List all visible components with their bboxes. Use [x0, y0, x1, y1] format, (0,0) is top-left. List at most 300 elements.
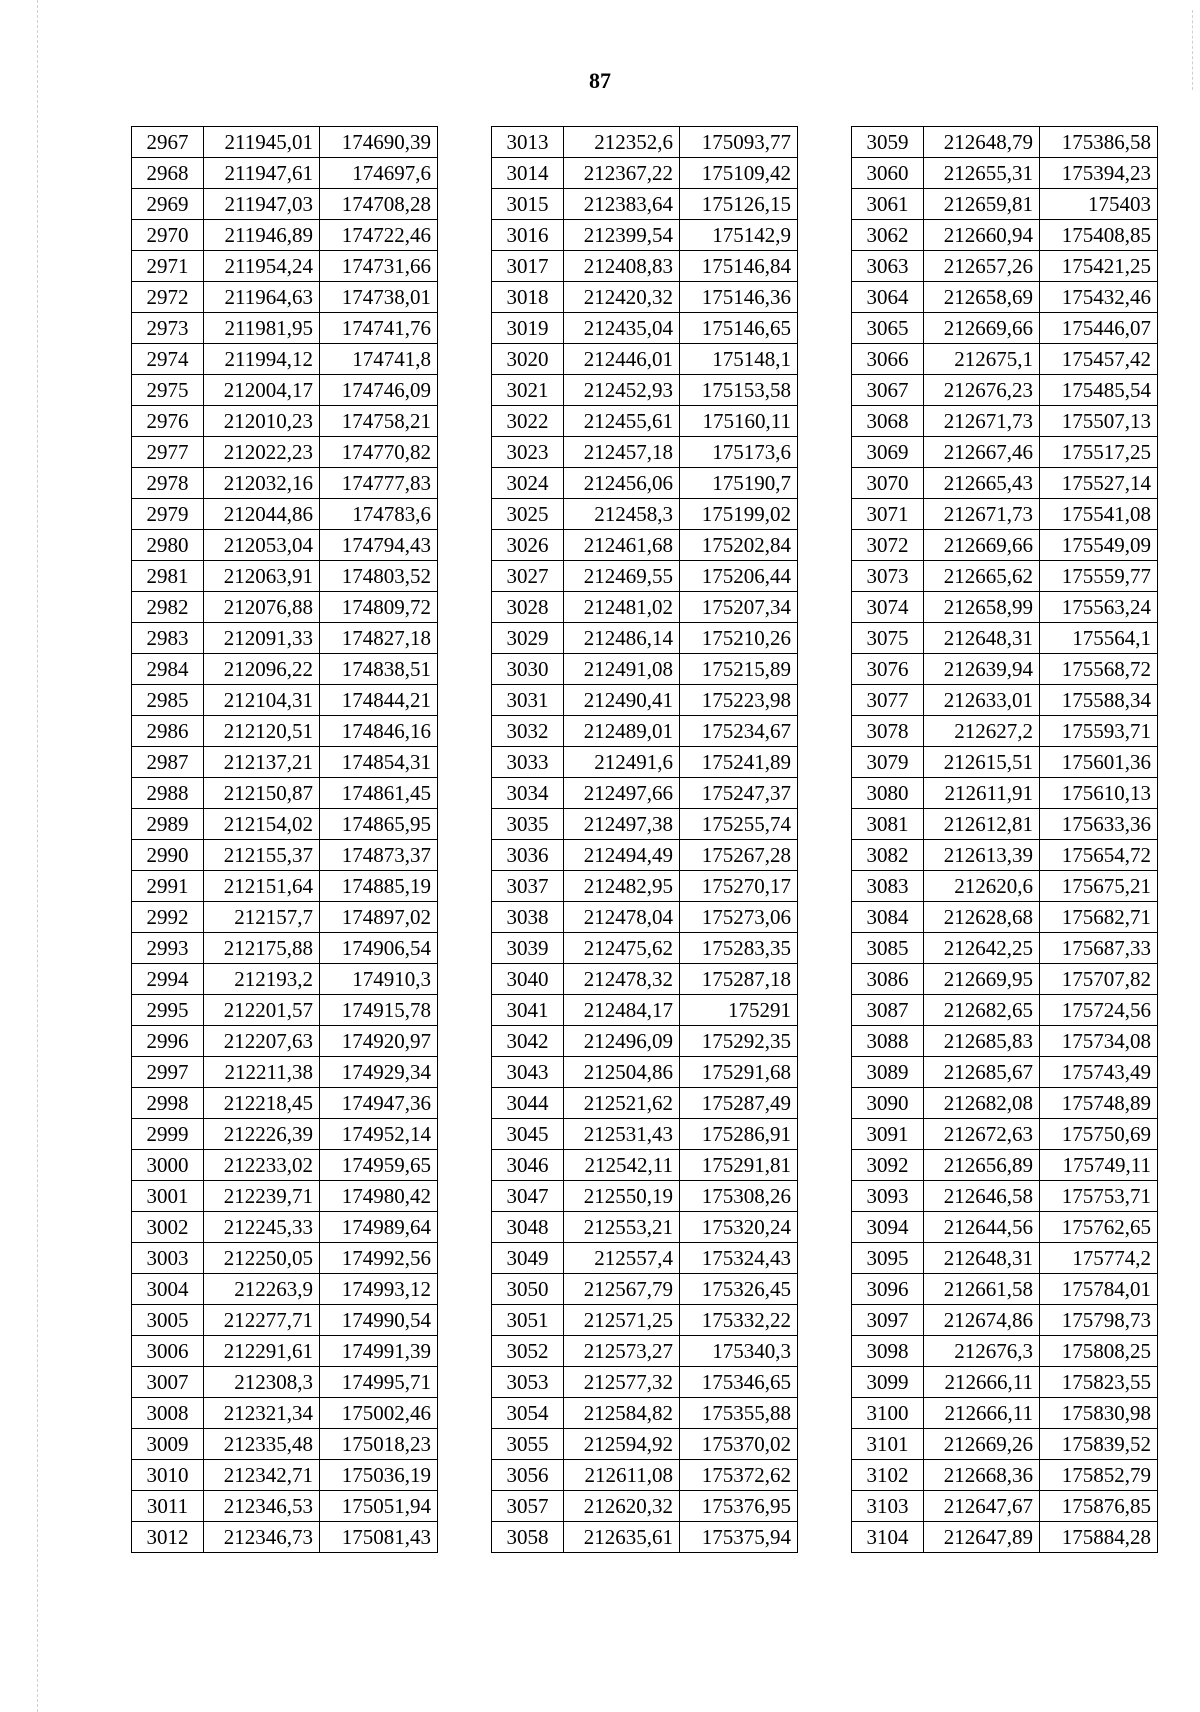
table-row — [492, 189, 798, 220]
x-coordinate-cell: 212346,73 — [204, 1522, 320, 1553]
point-number-cell: 3090 — [852, 1088, 924, 1119]
point-number-cell: 2988 — [132, 778, 204, 809]
y-coordinate-cell: 175876,85 — [1040, 1491, 1158, 1522]
x-coordinate-cell: 212491,08 — [564, 654, 680, 685]
y-coordinate-cell: 175146,65 — [680, 313, 798, 344]
y-coordinate-cell: 175153,58 — [680, 375, 798, 406]
point-number-cell: 3053 — [492, 1367, 564, 1398]
point-number-cell: 3026 — [492, 530, 564, 561]
x-coordinate-cell: 212594,92 — [564, 1429, 680, 1460]
x-coordinate-cell: 212446,01 — [564, 344, 680, 375]
point-number-cell: 3017 — [492, 251, 564, 282]
y-coordinate-cell: 175291 — [680, 995, 798, 1026]
y-coordinate-cell: 175355,88 — [680, 1398, 798, 1429]
y-coordinate-cell: 175753,71 — [1040, 1181, 1158, 1212]
x-coordinate-cell: 212291,61 — [204, 1336, 320, 1367]
point-number-cell: 3100 — [852, 1398, 924, 1429]
point-number-cell: 3089 — [852, 1057, 924, 1088]
x-coordinate-cell: 212553,21 — [564, 1212, 680, 1243]
table-row — [492, 716, 798, 747]
point-number-cell: 2985 — [132, 685, 204, 716]
x-coordinate-cell: 212335,48 — [204, 1429, 320, 1460]
point-number-cell: 3019 — [492, 313, 564, 344]
point-number-cell: 3101 — [852, 1429, 924, 1460]
x-coordinate-cell: 212408,83 — [564, 251, 680, 282]
point-number-cell: 3097 — [852, 1305, 924, 1336]
table-row — [492, 468, 798, 499]
y-coordinate-cell: 174995,71 — [320, 1367, 438, 1398]
y-coordinate-cell: 174708,28 — [320, 189, 438, 220]
x-coordinate-cell: 212469,55 — [564, 561, 680, 592]
y-coordinate-cell: 175750,69 — [1040, 1119, 1158, 1150]
x-coordinate-cell: 212676,3 — [924, 1336, 1040, 1367]
point-number-cell: 3033 — [492, 747, 564, 778]
y-coordinate-cell: 175247,37 — [680, 778, 798, 809]
table-row — [492, 871, 798, 902]
y-coordinate-cell: 174777,83 — [320, 468, 438, 499]
point-number-cell: 2973 — [132, 313, 204, 344]
y-coordinate-cell: 174993,12 — [320, 1274, 438, 1305]
x-coordinate-cell: 212661,58 — [924, 1274, 1040, 1305]
point-number-cell: 3022 — [492, 406, 564, 437]
point-number-cell: 3027 — [492, 561, 564, 592]
table-row — [132, 406, 438, 437]
y-coordinate-cell: 175308,26 — [680, 1181, 798, 1212]
y-coordinate-cell: 174838,51 — [320, 654, 438, 685]
point-number-cell: 3016 — [492, 220, 564, 251]
point-number-cell: 3071 — [852, 499, 924, 530]
table-row — [492, 1460, 798, 1491]
table-row — [852, 1398, 1158, 1429]
table-row — [132, 623, 438, 654]
point-number-cell: 3039 — [492, 933, 564, 964]
table-row — [492, 561, 798, 592]
y-coordinate-cell: 174827,18 — [320, 623, 438, 654]
x-coordinate-cell: 212346,53 — [204, 1491, 320, 1522]
table-row — [132, 468, 438, 499]
y-coordinate-cell: 175749,11 — [1040, 1150, 1158, 1181]
table-row — [492, 1212, 798, 1243]
y-coordinate-cell: 175283,35 — [680, 933, 798, 964]
table-row — [852, 1181, 1158, 1212]
point-number-cell: 3091 — [852, 1119, 924, 1150]
y-coordinate-cell: 175386,58 — [1040, 127, 1158, 158]
point-number-cell: 3070 — [852, 468, 924, 499]
point-number-cell: 2982 — [132, 592, 204, 623]
y-coordinate-cell: 175146,36 — [680, 282, 798, 313]
table-row — [492, 1181, 798, 1212]
point-number-cell: 3050 — [492, 1274, 564, 1305]
y-coordinate-cell: 175724,56 — [1040, 995, 1158, 1026]
table-row — [852, 406, 1158, 437]
point-number-cell: 3068 — [852, 406, 924, 437]
x-coordinate-cell: 212567,79 — [564, 1274, 680, 1305]
table-row — [132, 1150, 438, 1181]
y-coordinate-cell: 174809,72 — [320, 592, 438, 623]
x-coordinate-cell: 212531,43 — [564, 1119, 680, 1150]
table-row — [492, 282, 798, 313]
point-number-cell: 3054 — [492, 1398, 564, 1429]
point-number-cell: 3021 — [492, 375, 564, 406]
table-row — [852, 685, 1158, 716]
table-row — [852, 220, 1158, 251]
y-coordinate-cell: 175370,02 — [680, 1429, 798, 1460]
point-number-cell: 3098 — [852, 1336, 924, 1367]
point-number-cell: 3079 — [852, 747, 924, 778]
y-coordinate-cell: 175682,71 — [1040, 902, 1158, 933]
x-coordinate-cell: 212497,38 — [564, 809, 680, 840]
y-coordinate-cell: 175527,14 — [1040, 468, 1158, 499]
table-row — [132, 313, 438, 344]
x-coordinate-cell: 212490,41 — [564, 685, 680, 716]
y-coordinate-cell: 175707,82 — [1040, 964, 1158, 995]
table-row — [132, 778, 438, 809]
y-coordinate-cell: 174873,37 — [320, 840, 438, 871]
point-number-cell: 3099 — [852, 1367, 924, 1398]
x-coordinate-cell: 211946,89 — [204, 220, 320, 251]
table-row — [852, 747, 1158, 778]
table-row — [852, 499, 1158, 530]
table-row — [132, 1491, 438, 1522]
table-row — [132, 1057, 438, 1088]
table-row — [852, 127, 1158, 158]
table-row — [852, 530, 1158, 561]
y-coordinate-cell: 174854,31 — [320, 747, 438, 778]
y-coordinate-cell: 175173,6 — [680, 437, 798, 468]
y-coordinate-cell: 175326,45 — [680, 1274, 798, 1305]
point-number-cell: 3037 — [492, 871, 564, 902]
point-number-cell: 3018 — [492, 282, 564, 313]
x-coordinate-cell: 212475,62 — [564, 933, 680, 964]
table-row — [132, 1026, 438, 1057]
x-coordinate-cell: 211945,01 — [204, 127, 320, 158]
y-coordinate-cell: 175270,17 — [680, 871, 798, 902]
y-coordinate-cell: 174980,42 — [320, 1181, 438, 1212]
point-number-cell: 3084 — [852, 902, 924, 933]
table-row — [132, 747, 438, 778]
x-coordinate-cell: 212628,68 — [924, 902, 1040, 933]
y-coordinate-cell: 175394,23 — [1040, 158, 1158, 189]
x-coordinate-cell: 212685,67 — [924, 1057, 1040, 1088]
y-coordinate-cell: 175160,11 — [680, 406, 798, 437]
y-coordinate-cell: 174992,56 — [320, 1243, 438, 1274]
x-coordinate-cell: 212672,63 — [924, 1119, 1040, 1150]
table-row — [132, 158, 438, 189]
table-row — [852, 1088, 1158, 1119]
y-coordinate-cell: 175633,36 — [1040, 809, 1158, 840]
table-row — [852, 1150, 1158, 1181]
y-coordinate-cell: 175549,09 — [1040, 530, 1158, 561]
x-coordinate-cell: 212478,04 — [564, 902, 680, 933]
y-coordinate-cell: 175568,72 — [1040, 654, 1158, 685]
table-row — [132, 654, 438, 685]
table-row — [492, 1026, 798, 1057]
point-number-cell: 2992 — [132, 902, 204, 933]
left-margin-line — [37, 0, 38, 1712]
point-number-cell: 3067 — [852, 375, 924, 406]
table-row — [492, 1243, 798, 1274]
x-coordinate-cell: 212491,6 — [564, 747, 680, 778]
x-coordinate-cell: 212615,51 — [924, 747, 1040, 778]
table-row — [492, 127, 798, 158]
x-coordinate-cell: 212277,71 — [204, 1305, 320, 1336]
x-coordinate-cell: 212481,02 — [564, 592, 680, 623]
table-row — [132, 1212, 438, 1243]
x-coordinate-cell: 212620,32 — [564, 1491, 680, 1522]
x-coordinate-cell: 212482,95 — [564, 871, 680, 902]
x-coordinate-cell: 212308,3 — [204, 1367, 320, 1398]
table-row — [852, 592, 1158, 623]
x-coordinate-cell: 212646,58 — [924, 1181, 1040, 1212]
x-coordinate-cell: 212420,32 — [564, 282, 680, 313]
x-coordinate-cell: 212682,08 — [924, 1088, 1040, 1119]
point-number-cell: 3085 — [852, 933, 924, 964]
x-coordinate-cell: 212639,94 — [924, 654, 1040, 685]
point-number-cell: 3096 — [852, 1274, 924, 1305]
x-coordinate-cell: 211947,61 — [204, 158, 320, 189]
table-row — [492, 375, 798, 406]
x-coordinate-cell: 212455,61 — [564, 406, 680, 437]
table-row — [132, 995, 438, 1026]
point-number-cell: 2968 — [132, 158, 204, 189]
x-coordinate-cell: 212611,91 — [924, 778, 1040, 809]
y-coordinate-cell: 175823,55 — [1040, 1367, 1158, 1398]
point-number-cell: 3002 — [132, 1212, 204, 1243]
x-coordinate-cell: 212658,69 — [924, 282, 1040, 313]
y-coordinate-cell: 174991,39 — [320, 1336, 438, 1367]
table-row — [492, 747, 798, 778]
table-row — [852, 313, 1158, 344]
x-coordinate-cell: 212435,04 — [564, 313, 680, 344]
x-coordinate-cell: 212542,11 — [564, 1150, 680, 1181]
x-coordinate-cell: 212151,64 — [204, 871, 320, 902]
point-number-cell: 2978 — [132, 468, 204, 499]
table-row — [132, 1367, 438, 1398]
point-number-cell: 3004 — [132, 1274, 204, 1305]
table-row — [492, 1367, 798, 1398]
x-coordinate-cell: 212201,57 — [204, 995, 320, 1026]
table-row — [852, 964, 1158, 995]
x-coordinate-cell: 212486,14 — [564, 623, 680, 654]
point-number-cell: 2972 — [132, 282, 204, 313]
table-row — [852, 344, 1158, 375]
point-number-cell: 2975 — [132, 375, 204, 406]
y-coordinate-cell: 175375,94 — [680, 1522, 798, 1553]
x-coordinate-cell: 212263,9 — [204, 1274, 320, 1305]
y-coordinate-cell: 175564,1 — [1040, 623, 1158, 654]
y-coordinate-cell: 175687,33 — [1040, 933, 1158, 964]
x-coordinate-cell: 212497,66 — [564, 778, 680, 809]
y-coordinate-cell: 175206,44 — [680, 561, 798, 592]
y-coordinate-cell: 175762,65 — [1040, 1212, 1158, 1243]
table-row — [132, 1398, 438, 1429]
x-coordinate-cell: 212175,88 — [204, 933, 320, 964]
y-coordinate-cell: 175830,98 — [1040, 1398, 1158, 1429]
point-number-cell: 3060 — [852, 158, 924, 189]
y-coordinate-cell: 175320,24 — [680, 1212, 798, 1243]
x-coordinate-cell: 212250,05 — [204, 1243, 320, 1274]
table-row — [492, 1119, 798, 1150]
y-coordinate-cell: 174990,54 — [320, 1305, 438, 1336]
x-coordinate-cell: 212571,25 — [564, 1305, 680, 1336]
x-coordinate-cell: 212004,17 — [204, 375, 320, 406]
x-coordinate-cell: 212076,88 — [204, 592, 320, 623]
point-number-cell: 3075 — [852, 623, 924, 654]
y-coordinate-cell: 175332,22 — [680, 1305, 798, 1336]
x-coordinate-cell: 212648,31 — [924, 1243, 1040, 1274]
table-row — [852, 1305, 1158, 1336]
table-row — [132, 282, 438, 313]
point-number-cell: 3030 — [492, 654, 564, 685]
table-row — [132, 809, 438, 840]
table-row — [132, 685, 438, 716]
y-coordinate-cell: 175743,49 — [1040, 1057, 1158, 1088]
table-row — [852, 1429, 1158, 1460]
y-coordinate-cell: 175291,68 — [680, 1057, 798, 1088]
point-number-cell: 3000 — [132, 1150, 204, 1181]
x-coordinate-cell: 212155,37 — [204, 840, 320, 871]
x-coordinate-cell: 212577,32 — [564, 1367, 680, 1398]
table-row — [492, 654, 798, 685]
table-row — [132, 251, 438, 282]
y-coordinate-cell: 175798,73 — [1040, 1305, 1158, 1336]
x-coordinate-cell: 212613,39 — [924, 840, 1040, 871]
point-number-cell: 3065 — [852, 313, 924, 344]
x-coordinate-cell: 212669,66 — [924, 313, 1040, 344]
y-coordinate-cell: 175126,15 — [680, 189, 798, 220]
point-number-cell: 2969 — [132, 189, 204, 220]
point-number-cell: 3034 — [492, 778, 564, 809]
point-number-cell: 3046 — [492, 1150, 564, 1181]
x-coordinate-cell: 212659,81 — [924, 189, 1040, 220]
x-coordinate-cell: 211994,12 — [204, 344, 320, 375]
x-coordinate-cell: 212682,65 — [924, 995, 1040, 1026]
y-coordinate-cell: 175255,74 — [680, 809, 798, 840]
y-coordinate-cell: 175142,9 — [680, 220, 798, 251]
x-coordinate-cell: 212665,43 — [924, 468, 1040, 499]
table-row — [492, 902, 798, 933]
y-coordinate-cell: 174722,46 — [320, 220, 438, 251]
y-coordinate-cell: 175507,13 — [1040, 406, 1158, 437]
table-row — [852, 1057, 1158, 1088]
table-row — [132, 1305, 438, 1336]
table-row — [492, 592, 798, 623]
table-row — [492, 1088, 798, 1119]
point-number-cell: 3092 — [852, 1150, 924, 1181]
x-coordinate-cell: 212642,25 — [924, 933, 1040, 964]
table-row — [492, 220, 798, 251]
point-number-cell: 3024 — [492, 468, 564, 499]
x-coordinate-cell: 212211,38 — [204, 1057, 320, 1088]
point-number-cell: 2997 — [132, 1057, 204, 1088]
point-number-cell: 2979 — [132, 499, 204, 530]
coordinates-table-1 — [131, 126, 438, 1553]
x-coordinate-cell: 212647,67 — [924, 1491, 1040, 1522]
point-number-cell: 3061 — [852, 189, 924, 220]
point-number-cell: 3009 — [132, 1429, 204, 1460]
y-coordinate-cell: 175093,77 — [680, 127, 798, 158]
x-coordinate-cell: 212233,02 — [204, 1150, 320, 1181]
point-number-cell: 3044 — [492, 1088, 564, 1119]
table-row — [492, 1305, 798, 1336]
table-row — [132, 375, 438, 406]
point-number-cell: 3086 — [852, 964, 924, 995]
table-row — [852, 1212, 1158, 1243]
x-coordinate-cell: 212667,46 — [924, 437, 1040, 468]
point-number-cell: 3083 — [852, 871, 924, 902]
y-coordinate-cell: 175199,02 — [680, 499, 798, 530]
point-number-cell: 3043 — [492, 1057, 564, 1088]
x-coordinate-cell: 212461,68 — [564, 530, 680, 561]
x-coordinate-cell: 212656,89 — [924, 1150, 1040, 1181]
y-coordinate-cell: 175018,23 — [320, 1429, 438, 1460]
y-coordinate-cell: 175210,26 — [680, 623, 798, 654]
y-coordinate-cell: 174746,09 — [320, 375, 438, 406]
table-row — [132, 127, 438, 158]
table-row — [492, 1274, 798, 1305]
x-coordinate-cell: 212668,36 — [924, 1460, 1040, 1491]
point-number-cell: 3069 — [852, 437, 924, 468]
table-row — [132, 189, 438, 220]
point-number-cell: 3057 — [492, 1491, 564, 1522]
point-number-cell: 3103 — [852, 1491, 924, 1522]
table-row — [852, 1460, 1158, 1491]
table-row — [132, 1460, 438, 1491]
y-coordinate-cell: 174731,66 — [320, 251, 438, 282]
x-coordinate-cell: 212478,32 — [564, 964, 680, 995]
y-coordinate-cell: 175839,52 — [1040, 1429, 1158, 1460]
table-row — [132, 530, 438, 561]
y-coordinate-cell: 174861,45 — [320, 778, 438, 809]
point-number-cell: 3073 — [852, 561, 924, 592]
point-number-cell: 3028 — [492, 592, 564, 623]
point-number-cell: 2989 — [132, 809, 204, 840]
y-coordinate-cell: 174844,21 — [320, 685, 438, 716]
x-coordinate-cell: 212120,51 — [204, 716, 320, 747]
x-coordinate-cell: 212137,21 — [204, 747, 320, 778]
point-number-cell: 3042 — [492, 1026, 564, 1057]
point-number-cell: 3077 — [852, 685, 924, 716]
point-number-cell: 2991 — [132, 871, 204, 902]
point-number-cell: 2981 — [132, 561, 204, 592]
y-coordinate-cell: 175376,95 — [680, 1491, 798, 1522]
x-coordinate-cell: 212644,56 — [924, 1212, 1040, 1243]
y-coordinate-cell: 175784,01 — [1040, 1274, 1158, 1305]
y-coordinate-cell: 175748,89 — [1040, 1088, 1158, 1119]
table-row — [132, 1243, 438, 1274]
table-row — [852, 1274, 1158, 1305]
point-number-cell: 3015 — [492, 189, 564, 220]
y-coordinate-cell: 175446,07 — [1040, 313, 1158, 344]
x-coordinate-cell: 212573,27 — [564, 1336, 680, 1367]
y-coordinate-cell: 175287,49 — [680, 1088, 798, 1119]
x-coordinate-cell: 212666,11 — [924, 1398, 1040, 1429]
table-row — [132, 716, 438, 747]
point-number-cell: 3093 — [852, 1181, 924, 1212]
x-coordinate-cell: 212104,31 — [204, 685, 320, 716]
table-row — [492, 1150, 798, 1181]
point-number-cell: 3049 — [492, 1243, 564, 1274]
table-row — [852, 995, 1158, 1026]
point-number-cell: 3013 — [492, 127, 564, 158]
table-row — [492, 623, 798, 654]
point-number-cell: 2974 — [132, 344, 204, 375]
y-coordinate-cell: 174690,39 — [320, 127, 438, 158]
y-coordinate-cell: 175223,98 — [680, 685, 798, 716]
y-coordinate-cell: 175372,62 — [680, 1460, 798, 1491]
table-row — [492, 933, 798, 964]
x-coordinate-cell: 212193,2 — [204, 964, 320, 995]
